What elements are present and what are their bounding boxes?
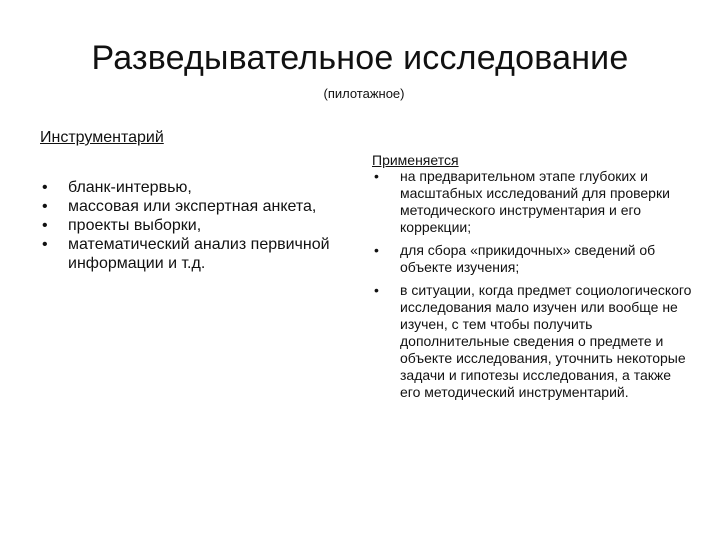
bullet-icon: •	[374, 282, 379, 298]
list-item-text: бланк-интервью,	[68, 179, 192, 196]
bullet-icon: •	[42, 179, 48, 196]
list-item-text: массовая или экспертная анкета,	[68, 198, 317, 215]
list-item	[40, 197, 350, 216]
list-item	[40, 216, 350, 235]
page-title: Разведывательное исследование	[91, 39, 629, 77]
tools-column	[40, 128, 350, 273]
list-item	[372, 168, 692, 236]
list-item-text: на предварительном этапе глубоких и масштабных исследований для проверки методического инструментария и его коррекции;	[400, 168, 670, 235]
bullet-icon: •	[42, 198, 48, 215]
list-item-text: для сбора «прикидочных» сведений об объекте изучения;	[400, 242, 656, 275]
list-item-text: в ситуации, когда предмет социологического исследования мало изучен или вообще не изучен, с тем чтобы получить дополнительные сведения о предмете и объекте исследования, уточнить некоторые задачи и гипотезы исследования, а также его методический инструментарий.	[400, 282, 692, 400]
list-item-text: математический анализ первичной информации и т.д.	[68, 236, 330, 272]
list-item	[40, 235, 350, 273]
list-item	[372, 242, 692, 276]
list-item-text: проекты выборки,	[68, 217, 202, 234]
application-list	[372, 168, 692, 401]
bullet-icon: •	[374, 242, 379, 258]
tools-heading: Инструментарий	[40, 129, 164, 146]
page-subtitle: (пилотажное)	[323, 86, 405, 101]
list-item	[372, 282, 692, 401]
application-heading: Применяется	[372, 152, 459, 168]
application-column	[372, 152, 692, 407]
bullet-icon: •	[374, 168, 379, 184]
tools-list	[40, 178, 350, 273]
bullet-icon: •	[42, 217, 48, 234]
list-item	[40, 178, 350, 197]
bullet-icon: •	[42, 236, 48, 253]
